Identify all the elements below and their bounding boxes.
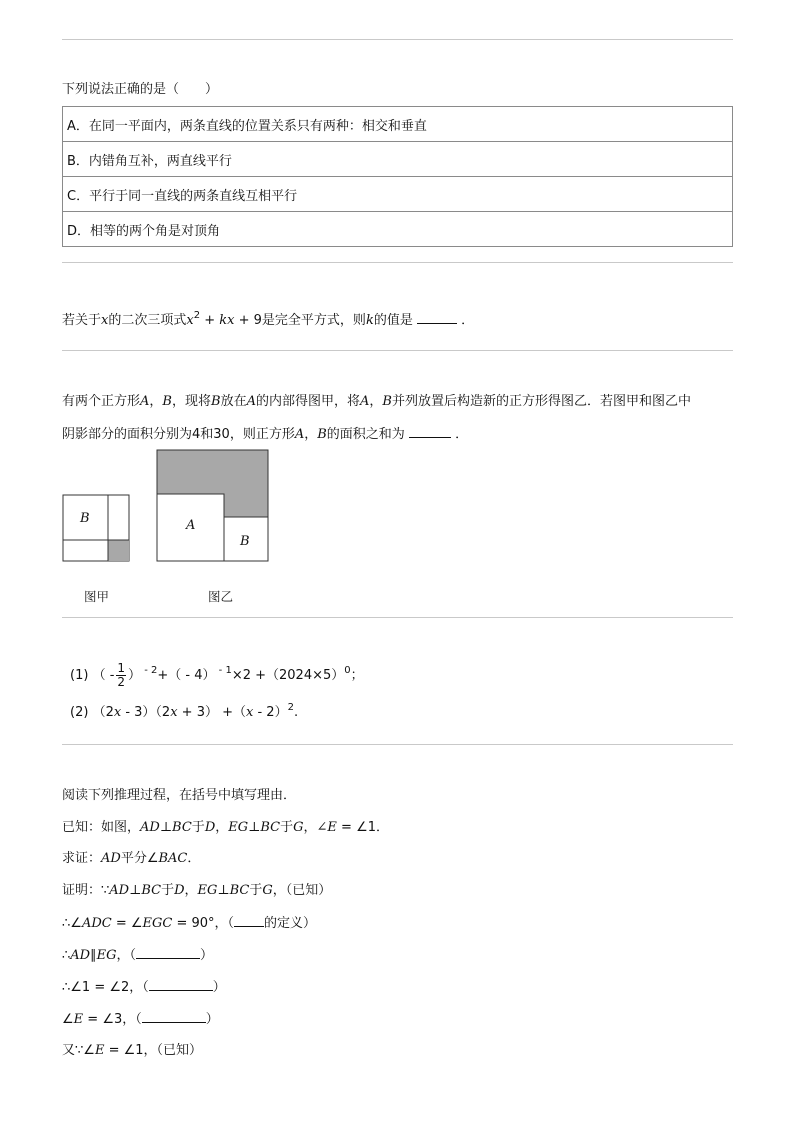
q5-prove: 求证：AD平分∠BAC． xyxy=(62,851,201,866)
square-a-label: A xyxy=(186,518,196,533)
answer-blank[interactable] xyxy=(409,425,451,438)
q1-stem: 下列说法正确的是（ ） xyxy=(62,82,219,97)
q5-step-1: ∴∠ADC = ∠EGC = 90°，（ 的定义） xyxy=(62,916,317,931)
answer-blank[interactable] xyxy=(417,311,457,324)
q5-proof-start: 证明：∵AD⊥BC于D，EG⊥BC于G，（已知） xyxy=(62,883,332,898)
reason-blank[interactable] xyxy=(149,978,213,991)
figure-yi xyxy=(156,449,272,565)
q5-step-2: ∴AD∥EG，（ ） xyxy=(62,948,213,963)
fraction: $\frac{1}{2}$ xyxy=(117,661,126,689)
divider xyxy=(62,744,733,745)
q5-intro: 阅读下列推理过程，在括号中填写理由． xyxy=(62,788,297,803)
reason-blank[interactable] xyxy=(136,946,200,959)
divider xyxy=(62,350,733,351)
square-b-label: B xyxy=(240,534,250,549)
figure-yi-caption: 图乙 xyxy=(208,589,234,604)
q1-options-table xyxy=(62,106,733,247)
q4-part-2: (2) （2x - 3）（2x + 3） +（x - 2）$^2$. xyxy=(70,702,299,720)
option-c[interactable]: C．平行于同一直线的两条直线互相平行 xyxy=(63,177,733,212)
square-b-label: B xyxy=(80,511,90,526)
q3-line-1: 有两个正方形A，B，现将B放在A的内部得图甲，将A，B并列放置后构造新的正方形得图乙．若图甲和图乙中 xyxy=(62,394,691,409)
reason-blank[interactable] xyxy=(234,914,264,927)
figure-jia xyxy=(62,494,132,564)
divider xyxy=(62,39,733,40)
option-a[interactable]: A．在同一平面内，两条直线的位置关系只有两种：相交和垂直 xyxy=(63,107,733,142)
q5-step-3: ∴∠1 = ∠2，（ ） xyxy=(62,980,226,995)
divider xyxy=(62,262,733,263)
q5-step-4: ∠E = ∠3，（ ） xyxy=(62,1012,219,1027)
q4-part-1: (1) （ - $\frac{1}{2}$ ） $^{- 2}$+（ - 4） $^{- 1}\times 2 +(2024\times 5)^0$； xyxy=(70,661,364,689)
option-b[interactable]: B．内错角互补，两直线平行 xyxy=(63,142,733,177)
divider xyxy=(62,617,733,618)
q2-text: 若关于x的二次三项式$x^2$ + kx + 9是完全平方式，则k的值是 ． xyxy=(62,310,475,328)
figure-jia-caption: 图甲 xyxy=(84,589,110,604)
q3-line-2: 阴影部分的面积分别为4和30，则正方形A，B的面积之和为 ． xyxy=(62,427,469,442)
reason-blank[interactable] xyxy=(142,1010,206,1023)
q5-step-5: 又∵∠E = ∠1，（已知） xyxy=(62,1043,203,1058)
q5-given: 已知：如图，AD⊥BC于D，EG⊥BC于G，∠E = ∠1． xyxy=(62,820,390,835)
option-d[interactable]: D．相等的两个角是对顶角 xyxy=(63,212,733,247)
